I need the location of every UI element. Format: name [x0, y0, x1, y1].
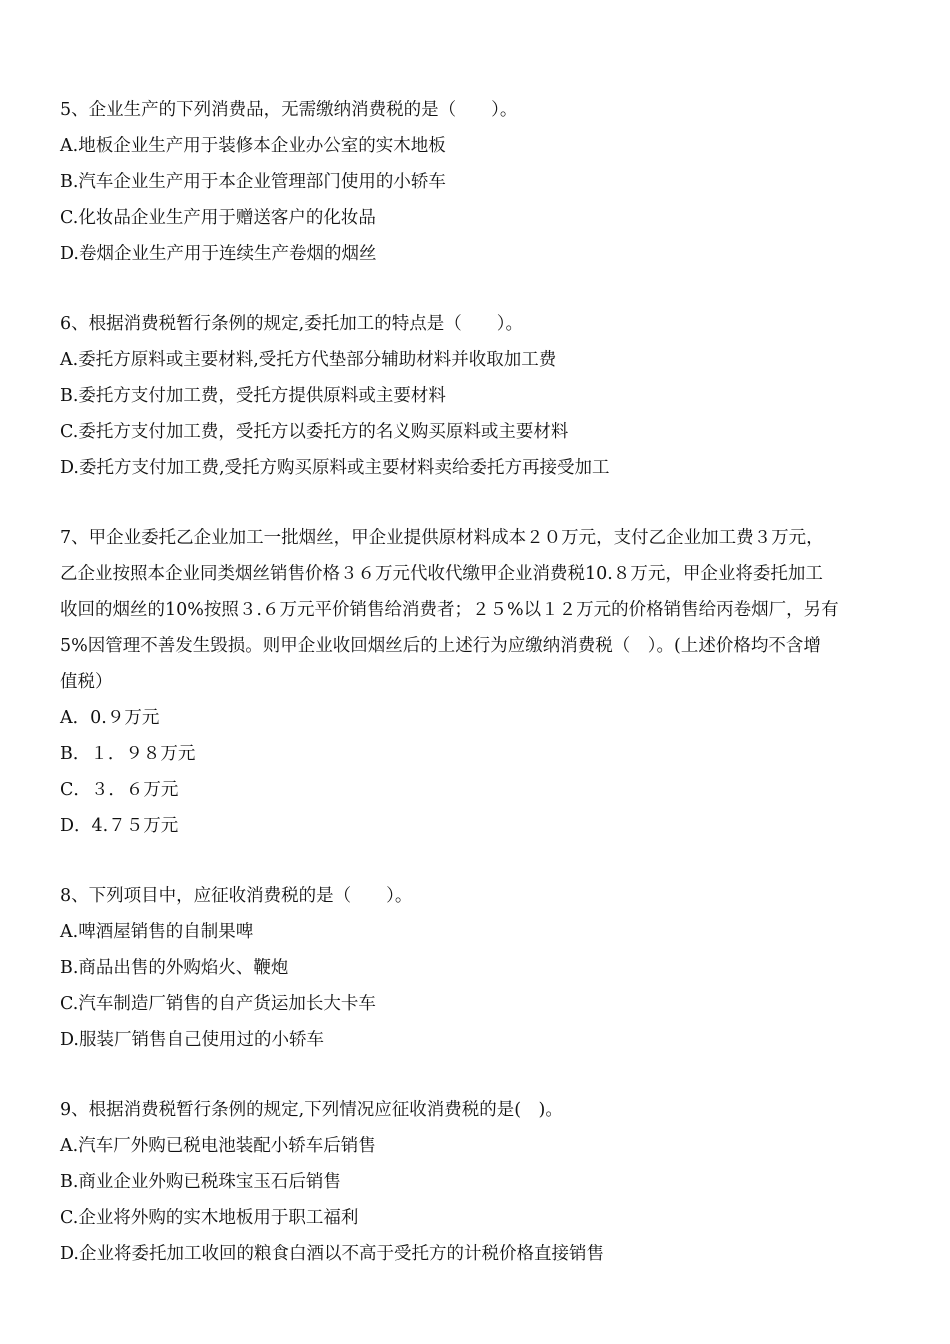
question-stem: 6、根据消费税暂行条例的规定,委托加工的特点是（ ）。 [60, 314, 523, 334]
option-c: C．３．６万元 [60, 780, 179, 800]
option-a: A.委托方原料或主要材料,受托方代垫部分辅助材料并收取加工费 [60, 350, 557, 370]
option-b: B.商品出售的外购焰火、鞭炮 [60, 958, 289, 978]
question-stem: 8、下列项目中，应征收消费税的是（ ）。 [60, 886, 413, 906]
question-stem: 9、根据消费税暂行条例的规定,下列情况应征收消费税的是( )。 [60, 1100, 563, 1120]
question-stem-line: 5%因管理不善发生毁损。则甲企业收回烟丝后的上述行为应缴纳消费税（ ）。(上述价格均不含增 [60, 636, 821, 656]
option-d: D.委托方支付加工费,受托方购买原料或主要材料卖给委托方再接受加工 [60, 458, 610, 478]
option-b: B.汽车企业生产用于本企业管理部门使用的小轿车 [60, 172, 446, 192]
option-a: A.地板企业生产用于装修本企业办公室的实木地板 [60, 136, 446, 156]
option-a: A．0.９万元 [60, 708, 160, 728]
option-d: D．4.７５万元 [60, 816, 179, 836]
question-stem-line: 值税） [60, 672, 113, 692]
option-d: D.服装厂销售自己使用过的小轿车 [60, 1030, 324, 1050]
option-c: C.汽车制造厂销售的自产货运加长大卡车 [60, 994, 376, 1014]
option-c: C.企业将外购的实木地板用于职工福利 [60, 1208, 359, 1228]
option-c: C.委托方支付加工费，受托方以委托方的名义购买原料或主要材料 [60, 422, 569, 442]
option-b: B.商业企业外购已税珠宝玉石后销售 [60, 1172, 341, 1192]
question-9 [60, 1092, 895, 1272]
option-a: A.啤酒屋销售的自制果啤 [60, 922, 254, 942]
option-d: D.企业将委托加工收回的粮食白酒以不高于受托方的计税价格直接销售 [60, 1244, 604, 1264]
question-8 [60, 878, 895, 1058]
question-6 [60, 306, 895, 486]
option-b: B．１．９８万元 [60, 744, 196, 764]
question-stem-line: 收回的烟丝的10%按照３.６万元平价销售给消费者；２５%以１２万元的价格销售给丙卷烟厂，另有 [60, 600, 839, 620]
option-d: D.卷烟企业生产用于连续生产卷烟的烟丝 [60, 244, 377, 264]
exam-page [60, 92, 895, 1306]
option-c: C.化妆品企业生产用于赠送客户的化妆品 [60, 208, 376, 228]
question-stem: 5、企业生产的下列消费品，无需缴纳消费税的是（ ）。 [60, 100, 518, 120]
question-7 [60, 520, 895, 844]
option-a: A.汽车厂外购已税电池装配小轿车后销售 [60, 1136, 376, 1156]
question-stem-line: 7、甲企业委托乙企业加工一批烟丝，甲企业提供原材料成本２０万元，支付乙企业加工费３万元， [60, 528, 824, 548]
option-b: B.委托方支付加工费，受托方提供原料或主要材料 [60, 386, 446, 406]
question-stem-line: 乙企业按照本企业同类烟丝销售价格３６万元代收代缴甲企业消费税10.８万元，甲企业将委托加工 [60, 564, 823, 584]
question-5 [60, 92, 895, 272]
